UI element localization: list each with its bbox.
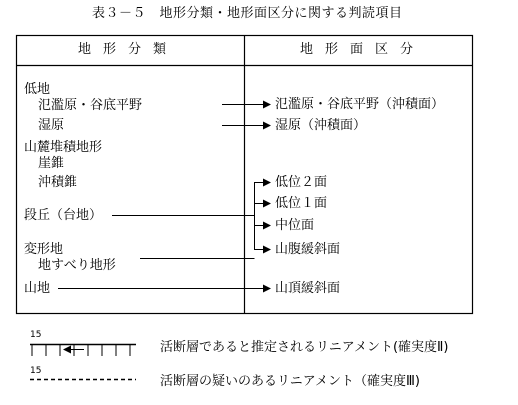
legend-dashed-label: 活断層の疑いのあるリニアメント（確実度Ⅲ)	[160, 374, 420, 389]
surface-summit: 山頂緩斜面	[275, 281, 341, 296]
item-talus: 崖錐	[38, 156, 65, 171]
item-terrace: 段丘（台地）	[24, 208, 103, 223]
surface-wetland: 湿原（沖積面）	[275, 118, 367, 133]
item-landslide: 地すべり地形	[38, 258, 116, 273]
item-lowland: 低地	[24, 82, 51, 97]
surface-low1: 低位１面	[275, 196, 328, 211]
legend-solid-label: 活断層であると推定されるリニアメント(確実度Ⅱ)	[160, 340, 449, 355]
item-mountain: 山地	[24, 281, 51, 296]
item-piedmont: 山麓堆積地形	[24, 140, 103, 155]
item-deformed: 変形地	[24, 242, 64, 257]
item-floodplain: 氾濫原・谷底平野	[38, 98, 143, 113]
legend-solid-number: 15	[30, 330, 42, 340]
surface-slope: 山腹緩斜面	[275, 242, 341, 257]
item-alluvial-cone: 沖積錐	[38, 175, 78, 190]
item-wetland: 湿原	[38, 118, 65, 133]
surface-floodplain: 氾濫原・谷底平野（沖積面）	[275, 97, 445, 112]
header-surface-division: 地形面区分	[300, 42, 426, 57]
header-landform-classification: 地形分類	[78, 42, 179, 57]
legend-dashed-number: 15	[30, 366, 42, 376]
legend-solid-line	[30, 344, 136, 356]
page-title: 表３－５ 地形分類・地形面区分に関する判読項目	[92, 6, 403, 21]
surface-low2: 低位２面	[275, 175, 328, 190]
surface-middle: 中位面	[275, 218, 315, 233]
